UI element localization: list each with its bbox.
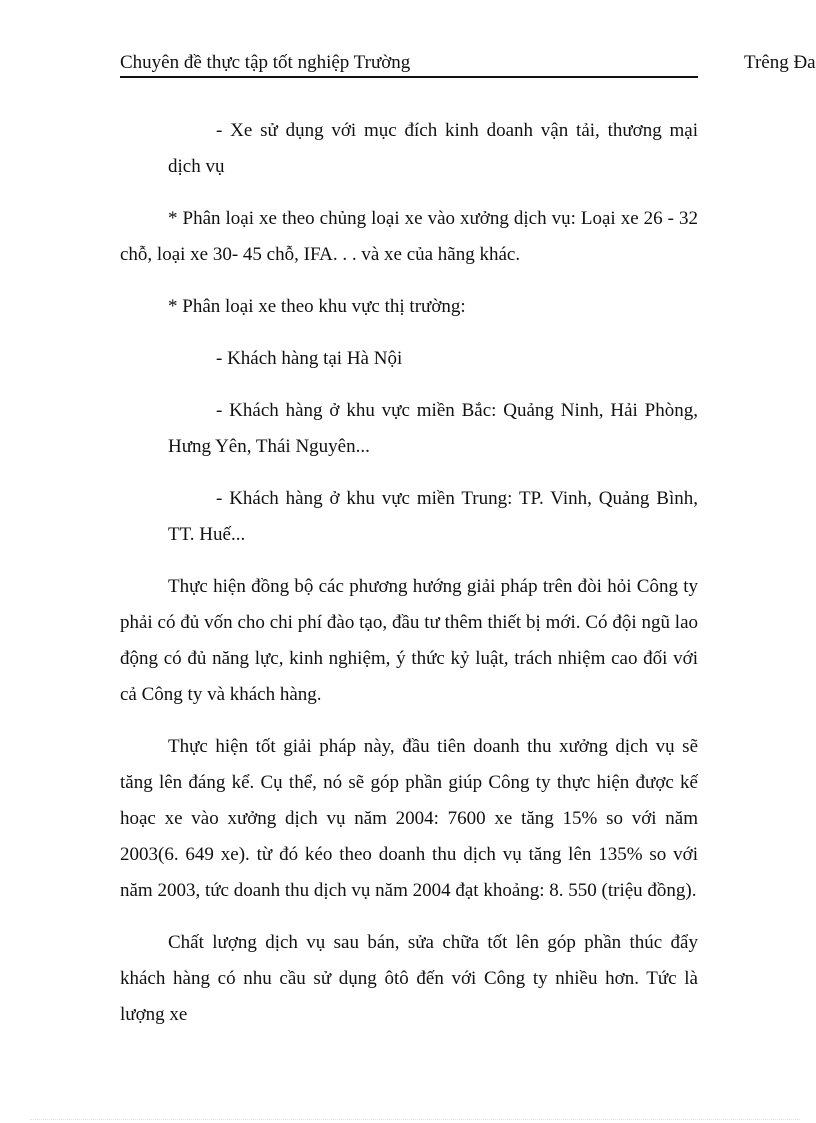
- bullet-business-use: - Xe sử dụng với mục đích kinh doanh vận tải, thương mại dịch vụ: [168, 120, 698, 177]
- paragraph-service-quality: Chất lượng dịch vụ sau bán, sửa chữa tốt lên góp phần thúc đẩy khách hàng có nhu cầu sử dụng ôtô đến với Công ty nhiều hơn. Tức là lượng xe: [120, 932, 698, 1025]
- paragraph-requirements: Thực hiện đồng bộ các phương hướng giải pháp trên đòi hỏi Công ty phải có đủ vốn cho chi phí đào tạo, đầu tư thêm thiết bị mới. Có đội ngũ lao động có đủ năng lực, kinh nghiệm, ý thức kỷ luật, trách nhiệm cao đối với cả Công ty và khách hàng.: [120, 576, 698, 705]
- classification-by-type: * Phân loại xe theo chủng loại xe vào xưởng dịch vụ: Loại xe 26 - 32 chỗ, loại xe 30- 45 chỗ, IFA. . . và xe của hãng khác.: [120, 208, 698, 265]
- paragraph-revenue: Thực hiện tốt giải pháp này, đầu tiên doanh thu xưởng dịch vụ sẽ tăng lên đáng kể. Cụ thể, nó sẽ góp phần giúp Công ty thực hiện được kế hoạc xe vào xưởng dịch vụ năm 2004: 7600 xe tăng 15% so với năm 2003(6. 649 xe). từ đó kéo theo doanh thu dịch vụ tăng lên 135% so với năm 2003, tức doanh thu dịch vụ năm 2004 đạt khoảng: 8. 550 (triệu đồng).: [120, 736, 698, 901]
- header-rule: [120, 76, 698, 78]
- header-title: Chuyên đề thực tập tốt nghiệp Trường: [120, 52, 411, 73]
- bullet-hanoi: - Khách hàng tại Hà Nội: [216, 348, 403, 369]
- bullet-north-region: - Khách hàng ở khu vực miền Bắc: Quảng Ninh, Hải Phòng, Hưng Yên, Thái Nguyên...: [168, 400, 698, 457]
- classification-by-region: * Phân loại xe theo khu vực thị trường:: [168, 296, 466, 317]
- page-bottom-rule: [30, 1119, 800, 1120]
- document-body: [120, 113, 698, 1049]
- bullet-central-region: - Khách hàng ở khu vực miền Trung: TP. Vinh, Quảng Bình, TT. Huế...: [168, 488, 698, 545]
- header-school-name: Trêng Đa: [744, 52, 816, 73]
